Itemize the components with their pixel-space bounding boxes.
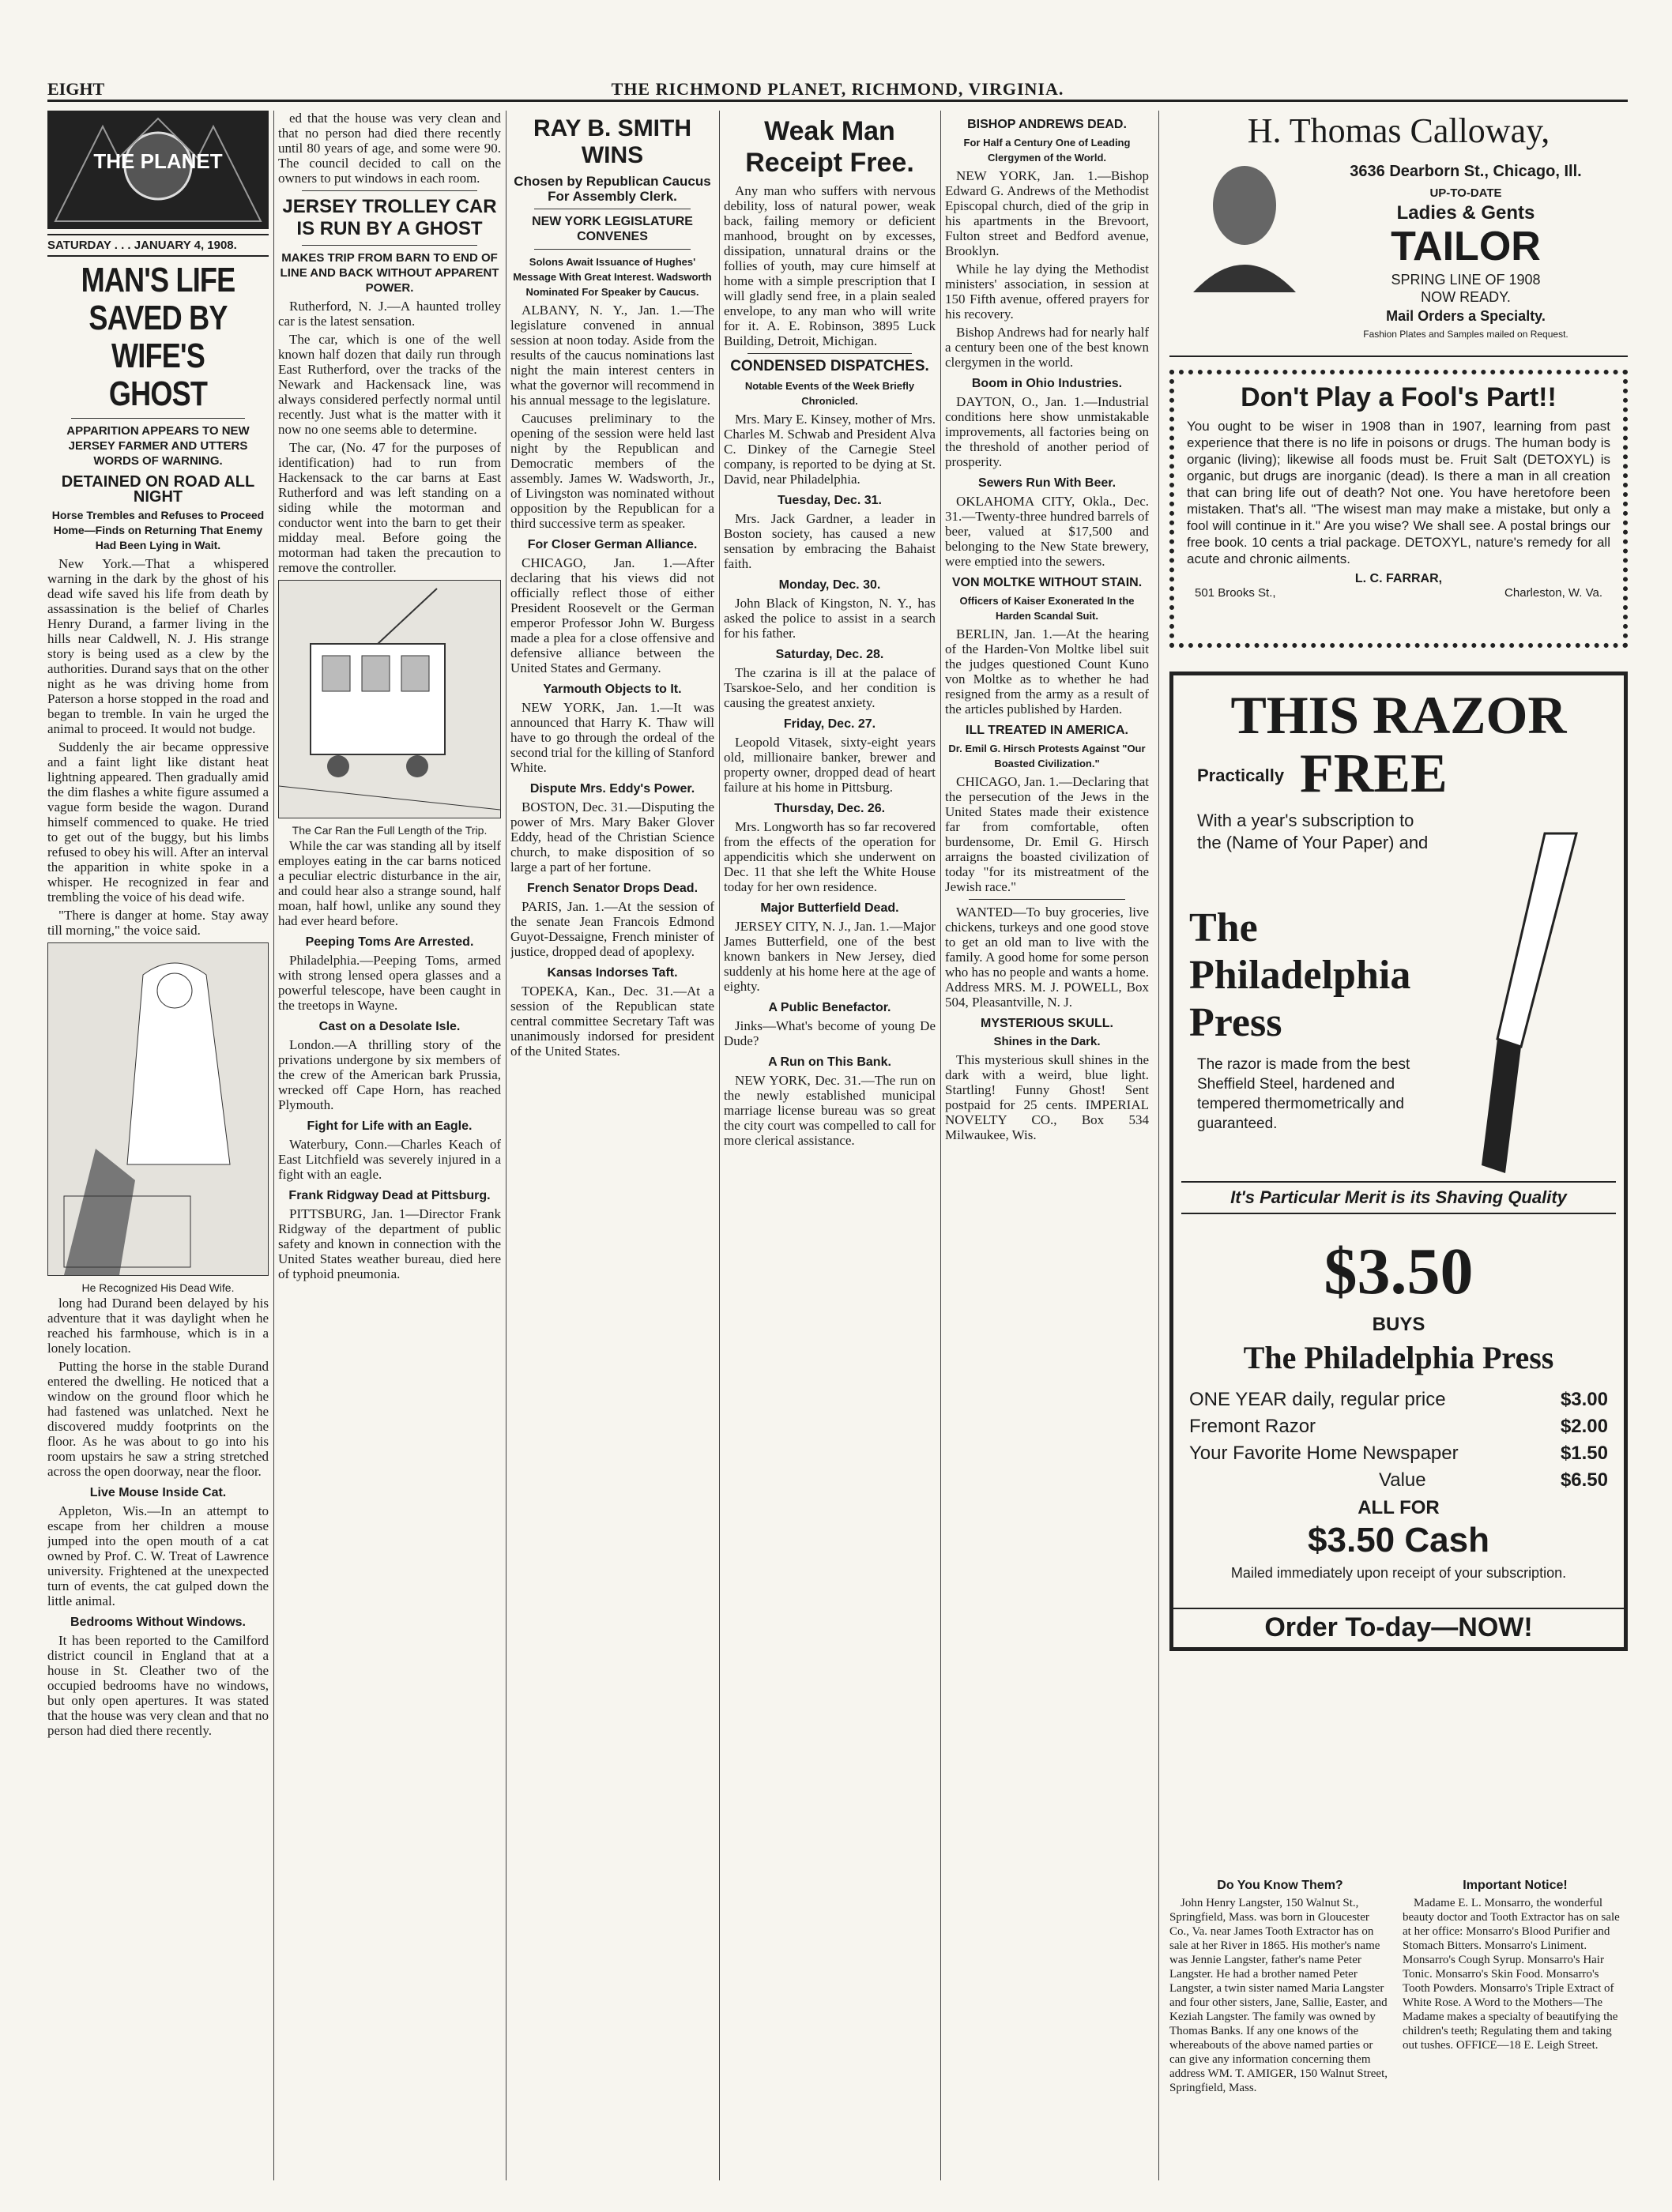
notice-heading: Do You Know Them? [1217,1879,1343,1892]
paper-line: Philadelphia [1189,953,1411,998]
article-text: John Black of Kingston, N. Y., has asked the police to assist in a search for his father. [724,596,936,641]
illustration-caption: The Car Ran the Full Length of the Trip. [292,824,488,837]
page-header [47,79,1628,102]
article-text: Rutherford, N. J.—A haunted trolley car is the latest sensation. [278,299,501,329]
tailor-tag: Mail Orders a Specialty. [1386,308,1546,324]
headline: CONDENSED DISPATCHES. [730,358,929,374]
detoxyl-city: Charleston, W. Va. [1504,586,1602,600]
subhead: Dispute Mrs. Eddy's Power. [529,782,695,796]
trolley-car-icon [279,581,500,818]
trolley-illustration [278,580,501,818]
article-text: NEW YORK, Dec. 31.—The run on the newly established municipal marriage license bureau was so great the city court was compelled to call for more clerical assistance. [724,1073,936,1148]
masthead-logo [47,111,269,229]
subhead: French Senator Drops Dead. [526,882,699,895]
detoxyl-body: You ought to be wiser in 1908 than in 1907, learning from past experience that there is no life in poisons or drugs. The human body is organic (living); likewise all foods must be. Fruit Salt (DETOXYL) is organic, but drugs are inorganic (dead). Is there a man in all creation that can bring life out of death? Not one. You have heretofore been mistaken. That's all. "The wisest man may make a mistake, but only a fool will continue in it." Are you wise? We shall see. A postal brings our free book. 10 cents a trial package. DETOXYL, nature's remedy for all acute and chronic ailments. [1187,419,1610,566]
article-text: The czarina is ill at the palace of Tsarskoe-Selo, and her condition is causing the greatest anxiety. [724,665,936,710]
dateline: Friday, Dec. 27. [783,717,876,731]
article-text: The car, which is one of the well known half dozen that daily run through East Rutherford, over the tracks of the Newark and Hackensack line, was always considered perfectly normal until recently. Just what is the matter with it now no one seems able to determine. [278,332,501,437]
article-text: Philadelphia.—Peeping Toms, armed with strong lensed opera glasses and a powerful telescope, have been caught in the treetops in Wayne. [278,953,501,1013]
tailor-portrait [1185,158,1304,292]
column-rule [1158,111,1159,2180]
detoxyl-address: 501 Brooks St., [1195,586,1276,600]
razor-image [1450,826,1608,1181]
subhead: VON MOLTKE WITHOUT STAIN. [951,576,1143,589]
subhead: ILL TREATED IN AMERICA. [966,724,1128,737]
article-text: Appleton, Wis.—In an attempt to escape from her children a mouse jumped into the open mouth of a cat owned by Prof. C. W. Treat of Lawrence university. Frightened at the unexpected turn of events, the cat gulped down the little animal. [47,1503,269,1608]
tailor-tag: TAILOR [1391,224,1541,269]
paper-line: Press [1189,1000,1282,1045]
razor-press-title: The Philadelphia Press [1243,1340,1554,1375]
article-text: BOSTON, Dec. 31.—Disputing the power of Mrs. Mary Baker Glover Eddy, head of the Christian Science church, to make disposition of so large a part of her fortune. [510,799,714,875]
ghost-wife-icon [48,943,268,1275]
price-row [1189,1386,1608,1413]
detoxyl-title: Don't Play a Fool's Part!! [1241,382,1557,412]
razor-icon [1450,826,1608,1181]
page-number: EIGHT [47,79,105,99]
deck: Officers of Kaiser Exonerated In the Harden Scandal Suit. [959,595,1135,622]
classified-ad: WANTED—To buy groceries, live chickens, turkeys and one good stove to get an old man to live with the family. A good home for some person who has no people and wants a home. Address MRS. M. J. POWELL, Box 504, Pleasantville, N. J. [945,905,1149,1010]
deck: Solons Await Issuance of Hughes' Message With Great Interest. Wadsworth Nominated For Speaker by Caucus. [513,256,712,298]
article-text: NEW YORK, Jan. 1.—Bishop Edward G. Andrews of the Methodist Episcopal church, died of the grip in his apartments in the Brevoort, Fulton street and Bedford avenue, Brooklyn. [945,168,1149,258]
subhead: Live Mouse Inside Cat. [89,1486,227,1499]
deck: Chosen by Republican Caucus For Assembly Clerk. [514,174,711,204]
article-text: Bishop Andrews had for nearly half a century been one of the best known clergymen in the world. [945,325,1149,370]
razor-title: THIS RAZOR [1230,685,1567,745]
razor-cash: $3.50 Cash [1308,1521,1489,1559]
advertisement-area [1169,111,1628,2094]
price-table [1189,1386,1608,1494]
column-4 [724,111,936,2172]
deck: Horse Trembles and Refuses to Proceed Home—Finds on Returning That Enemy Had Been Lying in Wait. [51,509,265,551]
razor-description: The razor is made from the best Sheffield Steel, hardened and tempered thermometrically and guaranteed. [1197,1056,1410,1132]
article-text: While the car was standing all by itself employes eating in the car barns noticed a peculiar electric disturbance in the air, and could hear also a strange sound, half moan, half howl, unlike any sound they had ever heard before. [278,838,501,928]
column-5 [945,111,1149,2172]
price-row [1189,1413,1608,1440]
article-text: ALBANY, N. Y., Jan. 1.—The legislature convened in annual session at noon today. Aside from the results of the caucus nominations last night the main interest centers in what the governor will recommend in his annual message to the legislature. [510,303,714,408]
razor-offer: With a year's subscription to the (Name of Your Paper) and [1197,811,1429,852]
illustration-caption: He Recognized His Dead Wife. [81,1281,235,1294]
logo-text: THE PLANET [93,149,223,173]
notice-left [1169,1872,1391,2098]
article-text: DAYTON, O., Jan. 1.—Industrial conditions here show unmistakable improvements, all factories being on the threshold of another period of prosperity. [945,394,1149,469]
column-2 [278,111,501,2172]
razor-paper [1189,905,1410,1047]
detoxyl-signer: L. C. FARRAR, [1354,572,1443,585]
price-row [1189,1440,1608,1467]
article-text: PITTSBURG, Jan. 1—Director Frank Ridgway of the department of public safety and known in connection with the United States weather bureau, died here of typhoid pneumonia. [278,1206,501,1281]
headline: Weak Man Receipt Free. [745,116,914,178]
deck: Dr. Emil G. Hirsch Protests Against "Our Boasted Civilization." [948,743,1146,769]
column-rule [719,111,720,2180]
dateline: Monday, Dec. 30. [778,578,881,592]
deck: For Half a Century One of Leading Clergymen of the World. [963,137,1131,164]
razor-ad [1169,672,1628,1651]
article-text: "There is danger at home. Stay away till morning," the voice said. [47,908,269,938]
razor-quality: It's Particular Merit is its Shaving Quality [1181,1181,1616,1214]
article-text: Mrs. Longworth has so far recovered from the effects of the operation for appendicitis which she underwent on Dec. 11 that she left the White House today for her own residence. [724,819,936,894]
subhead: Boom in Ohio Industries. [971,377,1123,390]
price-value: $6.50 [1560,1469,1608,1491]
tailor-address: 3636 Dearborn St., Chicago, Ill. [1350,163,1582,180]
article-text: PARIS, Jan. 1.—At the session of the senate Jean Francois Edmond Guyot-Dessaigne, French minister of justice, dropped dead of apoplexy. [510,899,714,959]
article-text: The car, (No. 47 for the purposes of identification) had to run from Hackensack to the car barns at East Rutherford and was left standing on a siding while the motorman and conductor went into the barn to get their midday meal. Before going the motorman had taken the precaution to remove the controller. [278,440,501,575]
article-text: Jinks—What's become of young De Dude? [724,1018,936,1048]
deck: NEW YORK LEGISLATURE CONVENES [532,215,693,243]
article-text: TOPEKA, Kan., Dec. 31.—At a session of the Republican state central committee Secretary Taft was unanimously indorsed for president of the United States. [510,984,714,1059]
newspaper-title: THE RICHMOND PLANET, RICHMOND, VIRGINIA. [611,79,1064,99]
subhead: Fight for Life with an Eagle. [307,1119,473,1133]
article-text: OKLAHOMA CITY, Okla., Dec. 31.—Twenty-three hundred barrels of beer, valued at $17,500 and belonging to the New State brewery, were emptied into the sewers. [945,494,1149,569]
razor-free: FREE [1300,743,1448,804]
subhead: Major Butterfield Dead. [760,901,899,915]
portrait-icon [1185,158,1304,292]
article-text: Putting the horse in the stable Durand entered the dwelling. He noticed that a window on the ground floor which he had fastened was unlatched. Next he discovered muddy footprints on the floor. As he was about to go into his room upstairs he saw a string stretched across the open doorway, near the floor. [47,1359,269,1479]
ghost-illustration [47,942,269,1276]
subhead: Frank Ridgway Dead at Pittsburg. [288,1189,491,1202]
headline: MAN'S LIFE SAVED BY WIFE'S GHOST [81,261,235,413]
article-text: Suddenly the air became oppressive and a faint light like distant heat lightning appeared. Then gradually amid the dim flashes a white figure assumed a vague form beside the wagon. Durand himself commenced to quake. He tried to get out of the buggy, but his limbs refused to obey his will. After an interval the apparition in white spoke in a whisper. He recognized in fear and trembling the voice of his dead wife. [47,739,269,905]
column-3 [510,111,714,2172]
article-text: London.—A thrilling story of the privations undergone by six members of the crew of the American bark Prussia, wrecked off Cape Horn, has reached Plymouth. [278,1037,501,1112]
razor-all-for: ALL FOR [1358,1497,1440,1518]
razor-buys: BUYS [1372,1314,1425,1335]
deck: Notable Events of the Week Briefly Chronicled. [744,380,915,407]
subhead: Yarmouth Objects to It. [543,683,682,696]
article-text: NEW YORK, Jan. 1.—It was announced that Harry K. Thaw will have to go through the ordeal of the second trial for the killing of Stanford White. [510,700,714,775]
article-text: It has been reported to the Camilford district council in England that at a house in St. Cleather two of the occupied bedrooms have no windows, but only open apertures. It was stated that the house was very clean and that no person had died there recently. [47,1633,269,1738]
masthead-date: SATURDAY . . . JANUARY 4, 1908. [47,234,269,257]
headline: RAY B. SMITH WINS [533,115,692,168]
article-text: Mrs. Jack Gardner, a leader in Boston society, has caused a new sensation by embracing the Bahaist faith. [724,511,936,571]
column-1 [47,111,269,2172]
notice-heading: Important Notice! [1463,1879,1568,1892]
price-row [1189,1467,1608,1494]
deck: APPARITION APPEARS TO NEW JERSEY FARMER AND UTTERS WORDS OF WARNING. [66,424,250,468]
notice-right [1403,1872,1628,2056]
column-rule [940,111,941,2180]
notice-text: Madame E. L. Monsarro, the wonderful beauty doctor and Tooth Extractor has on sale at her office: Monsarro's Blood Purifier and Stomach Bitters. Monsarro's Liniment. Monsarro's Cough Syrup. Monsarro's Hair Tonic. Monsarro's Skin Food. Monsarro's Tooth Powders. Monsarro's Triple Extract of White Rose. A Word to the Mothers—The Madame makes a specialty of beautifying the children's teeth; Regulating them and taking out tushes. OFFICE—18 E. Leigh Street. [1403,1897,1620,2052]
notice-text: John Henry Langster, 150 Walnut St., Springfield, Mass. was born in Gloucester Co., Va. near James Tooth Extractor has on sale at her River in 1865. His mother's name was Jennie Langster, father's name Peter Langster. He had a brother named Peter Langster, a twin sister named Maria Langster and four other sisters, Jane, Sallie, Easter, and Keziah Langster. The family was owned by Thomas Banks. If any one knows of the whereabouts of the above named parties or can give any information concerning them address WM. T. AMIGER, 150 Walnut Street, Springfield, Mass. [1169,1897,1388,2094]
paper-line: The [1189,905,1258,950]
subhead: Sewers Run With Beer. [977,476,1117,490]
tailor-name: H. Thomas Calloway, [1247,111,1550,150]
article-text: ed that the house was very clean and that no person had died there recently until 80 years of age, and some were 90. The council decided to call on the owners to put windows in each room. [278,111,501,186]
dateline: Tuesday, Dec. 31. [778,494,882,507]
subhead: Peeping Toms Are Arrested. [305,935,474,949]
subhead: MYSTERIOUS SKULL. [980,1017,1113,1030]
tailor-tag: Ladies & Gents [1396,202,1535,224]
tailor-tag: Fashion Plates and Samples mailed on Request. [1363,329,1568,340]
article-text: While he lay dying the Methodist ministers' association, in session at 150 Fifth avenue, offered prayers for his recovery. [945,261,1149,322]
razor-pre: Practically [1197,766,1285,785]
subhead: Cast on a Desolate Isle. [318,1020,461,1033]
article-text: long had Durand been delayed by his adventure that it was daylight when he reached his farmhouse, which is in a lonely location. [47,1296,269,1356]
article-text: CHICAGO, Jan. 1.—Declaring that the persecution of the Jews in the United States made their existence far from comfortable, often burdensome, Dr. Emil G. Hirsch arraigns the boasted civilization of today "for its mistreatment of the Jewish race." [945,774,1149,894]
subhead: A Run on This Bank. [768,1055,891,1069]
article-text: Caucuses preliminary to the opening of the session were held last night by the Republican and Democratic members of the assembly. James W. Wadsworth, Jr., of Livingston was nominated without opposition by the Republican for a third successive term as speaker. [510,411,714,531]
article-text: This mysterious skull shines in the dark with a weird, blue light. Startling! Funny Ghost! Sent postpaid for 25 cents. IMPERIAL NOVELTY CO., Box 534 Milwaukee, Wis. [945,1052,1149,1142]
headline: BISHOP ANDREWS DEAD. [967,118,1127,131]
price-label: Fremont Razor [1189,1416,1316,1437]
article-text: Any man who suffers with nervous debility, loss of natural power, weak back, failing memory or deficient manhood, brought on by excesses, dissipation, unnatural drains or the follies of youth, may cure himself at home with a simple prescription that I will gladly send free, in a plain sealed envelope, to any man who will write for it. A. E. Robinson, 3895 Luck Building, Detroit, Michigan. [724,183,936,348]
dateline: Thursday, Dec. 26. [774,802,886,815]
article-text: Mrs. Mary E. Kinsey, mother of Mrs. Charles M. Schwab and President Alva C. Dinkey of the Carnegie Steel company, is reported to be dying at St. David, near Philadelphia. [724,412,936,487]
article-text: New York.—That a whispered warning in the dark by the ghost of his dead wife saved his life from death by assassination is the belief of Charles Henry Durand, a farmer living in the hills near Caldwell, N. J. His strange story is being used as a clew by the authorities. Durand says that on the other night as he was driving home from Paterson a horse stopped in the road and began to tremble. In vain he urged the animal to proceed. It would not budge. [47,556,269,736]
tailor-tag: SPRING LINE OF 1908 [1391,272,1541,288]
article-text: Waterbury, Conn.—Charles Keach of East Litchfield was severely injured in a fight with an eagle. [278,1137,501,1182]
subhead: Kansas Indorses Taft. [547,966,678,980]
article-text: JERSEY CITY, N. J., Jan. 1.—Major James Butterfield, one of the best known bankers in New Jersey, died suddenly at his home here at the age of eighty. [724,919,936,994]
tailor-ad [1169,111,1628,357]
subhead: A Public Benefactor. [768,1001,891,1014]
dateline: Saturday, Dec. 28. [775,648,884,661]
subhead: For Closer German Alliance. [527,538,698,551]
detoxyl-ad [1169,370,1628,648]
price-label: ONE YEAR daily, regular price [1189,1389,1446,1410]
tailor-tag: NOW READY. [1421,289,1511,305]
column-rule [273,111,274,2180]
bottom-notices [1169,1872,1628,2212]
subhead: DETAINED ON ROAD ALL NIGHT [61,473,255,506]
price-value: $1.50 [1560,1443,1608,1464]
deck: MAKES TRIP FROM BARN TO END OF LINE AND BACK WITHOUT APPARENT POWER. [280,251,499,295]
headline: JERSEY TROLLEY CAR IS RUN BY A GHOST [282,196,497,239]
subhead: Bedrooms Without Windows. [70,1616,246,1629]
razor-mailed: Mailed immediately upon receipt of your subscription. [1230,1565,1567,1581]
deck: Shines in the Dark. [993,1035,1101,1048]
price-label: Value [1379,1469,1426,1491]
price-label: Your Favorite Home Newspaper [1189,1443,1459,1464]
razor-price: $3.50 [1324,1235,1474,1308]
article-text: BERLIN, Jan. 1.—At the hearing of the Harden-Von Moltke libel suit the judges questioned Count Kuno von Moltke as to whether he had resigned from the army as a result of the articles published by Harden. [945,626,1149,717]
tailor-tag: UP-TO-DATE [1429,186,1502,200]
article-text: Leopold Vitasek, sixty-eight years old, millionaire banker, brewer and property owner, dropped dead of heart failure at his home in Pittsburg. [724,735,936,795]
razor-order: Order To-day—NOW! [1173,1608,1624,1643]
price-value: $2.00 [1560,1416,1608,1437]
article-text: CHICAGO, Jan. 1.—After declaring that his views did not officially reflect those of either President Roosevelt or the German emperor Professor John W. Burgess made a plea for a close offensive and defensive alliance between the United States and Germany. [510,555,714,675]
price-value: $3.00 [1560,1389,1608,1410]
